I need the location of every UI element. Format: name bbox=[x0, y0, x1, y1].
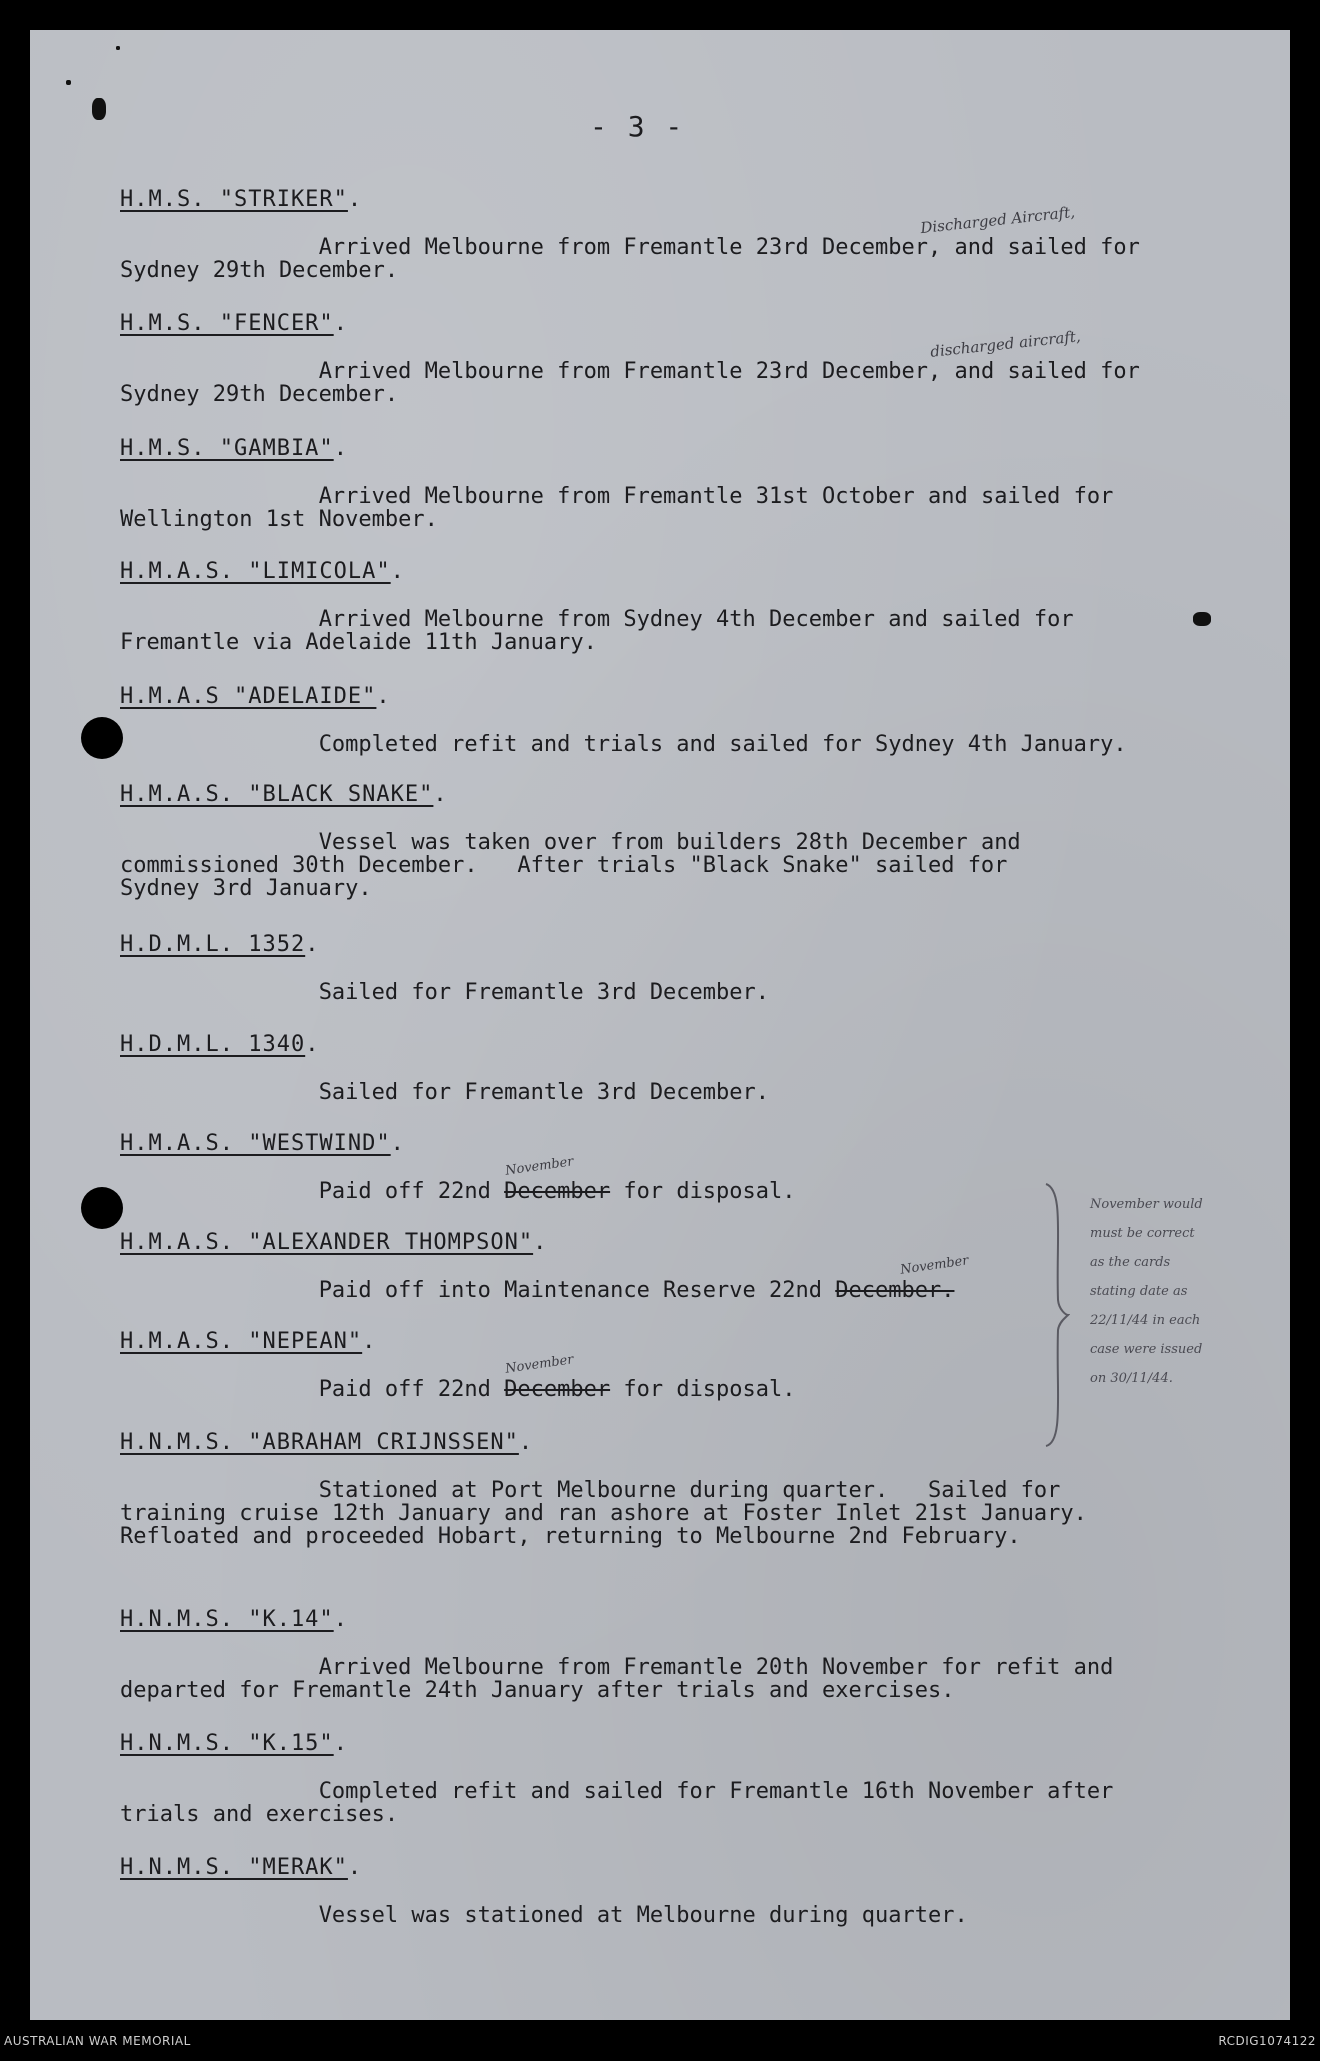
entry-body: Arrived Melbourne from Fremantle 23rd December, and sailed for Sydney 29th December. bbox=[120, 235, 1140, 283]
punch-hole bbox=[81, 717, 123, 759]
handwritten-annotation: November bbox=[899, 1253, 970, 1278]
entry-abraham-crijnssen: H.N.M.S. "ABRAHAM CRIJNSSEN". Stationed at Port Melbourne during quarter. Sailed for training cruise 12th January and ran ashore at Foster Inlet 21st January. Refloated and proceeded Hobart, returning to Melbourne 2nd February. bbox=[120, 1430, 1280, 1548]
entry-body: Sailed for Fremantle 3rd December. bbox=[318, 1080, 770, 1105]
ship-title: H.M.S. "GAMBIA" bbox=[120, 436, 334, 461]
entry-limicola: H.M.A.S. "LIMICOLA". Arrived Melbourne from Sydney 4th December and sailed for Fremantle via Adelaide 11th January. bbox=[120, 559, 1280, 654]
entry-body: Paid off 22nd December for disposal. bbox=[318, 1377, 796, 1402]
typed-page bbox=[30, 30, 1290, 2020]
entry-fencer: H.M.S. "FENCER". Arrived Melbourne from Fremantle 23rd December, and sailed for Sydney 29th December. discharged aircraft, bbox=[120, 311, 1280, 406]
ship-title: H.N.M.S. "ABRAHAM CRIJNSSEN" bbox=[120, 1430, 519, 1455]
entry-nepean: H.M.A.S. "NEPEAN". Paid off 22nd December for disposal. November bbox=[120, 1329, 1280, 1401]
footer-right: RCDIG1074122 bbox=[1218, 2034, 1316, 2048]
entry-body: Sailed for Fremantle 3rd December. bbox=[318, 980, 770, 1005]
ship-title: H.M.A.S "ADELAIDE" bbox=[120, 684, 377, 709]
ink-speck bbox=[116, 46, 120, 50]
entry-gambia: H.M.S. "GAMBIA". Arrived Melbourne from Fremantle 31st October and sailed for Wellington 1st November. bbox=[120, 436, 1280, 531]
ship-title: H.M.A.S. "BLACK SNAKE" bbox=[120, 782, 434, 807]
entry-hdml-1352: H.D.M.L. 1352. Sailed for Fremantle 3rd December. bbox=[120, 932, 1280, 1004]
entry-body: Arrived Melbourne from Fremantle 23rd December, and sailed for Sydney 29th December. bbox=[120, 359, 1140, 407]
entry-body: Stationed at Port Melbourne during quarter. Sailed for training cruise 12th January and ran ashore at Foster Inlet 21st January. Refloated and proceeded Hobart, returning to Melbourne 2nd February. bbox=[120, 1478, 1087, 1549]
margin-note: November would must be correct as the cards stating date as 22/11/44 in each case were issued on 30/11/44. bbox=[1090, 1197, 1203, 1386]
struck-text: December bbox=[504, 1377, 611, 1402]
ship-title: H.N.M.S. "K.15" bbox=[120, 1731, 334, 1756]
entry-body: Paid off 22nd December for disposal. bbox=[318, 1179, 796, 1204]
ink-speck bbox=[66, 80, 71, 85]
entry-merak: H.N.M.S. "MERAK". Vessel was stationed at Melbourne during quarter. bbox=[120, 1855, 1280, 1927]
entry-body: Arrived Melbourne from Sydney 4th December and sailed for Fremantle via Adelaide 11th January. bbox=[120, 607, 1074, 655]
ship-title: H.M.A.S. "ALEXANDER THOMPSON" bbox=[120, 1230, 534, 1255]
ship-title: H.N.M.S. "MERAK" bbox=[120, 1855, 348, 1880]
entry-body: Arrived Melbourne from Fremantle 20th November for refit and departed for Fremantle 24th January after trials and exercises. bbox=[120, 1655, 1114, 1703]
ship-title: H.M.S. "STRIKER" bbox=[120, 187, 348, 212]
entry-body: Completed refit and sailed for Fremantle 16th November after trials and exercises. bbox=[120, 1779, 1114, 1827]
punch-hole bbox=[81, 1187, 123, 1229]
entry-alexander-thompson: H.M.A.S. "ALEXANDER THOMPSON". Paid off into Maintenance Reserve 22nd December. November bbox=[120, 1230, 1280, 1302]
footer-left: AUSTRALIAN WAR MEMORIAL bbox=[4, 2034, 191, 2048]
entry-adelaide: H.M.A.S "ADELAIDE". Completed refit and trials and sailed for Sydney 4th January. bbox=[120, 684, 1280, 756]
entry-westwind: H.M.A.S. "WESTWIND". Paid off 22nd December for disposal. November bbox=[120, 1131, 1280, 1203]
ship-title: H.M.A.S. "NEPEAN" bbox=[120, 1329, 363, 1354]
handwritten-annotation: November bbox=[504, 1154, 575, 1179]
ship-title: H.N.M.S. "K.14" bbox=[120, 1607, 334, 1632]
entry-black-snake: H.M.A.S. "BLACK SNAKE". Vessel was taken over from builders 28th December and commissioned 30th December. After trials "Black Snake" sailed for Sydney 3rd January. bbox=[120, 782, 1280, 900]
margin-bracket bbox=[1042, 1180, 1070, 1450]
page-number: - 3 - bbox=[590, 110, 685, 143]
entry-body: Paid off into Maintenance Reserve 22nd December. bbox=[318, 1278, 955, 1303]
entry-striker: H.M.S. "STRIKER". Arrived Melbourne from Fremantle 23rd December, and sailed for Sydney 29th December. Discharged Aircraft, bbox=[120, 187, 1280, 282]
entry-hdml-1340: H.D.M.L. 1340. Sailed for Fremantle 3rd December. bbox=[120, 1032, 1280, 1104]
ship-title: H.M.A.S. "WESTWIND" bbox=[120, 1131, 391, 1156]
ship-title: H.M.S. "FENCER" bbox=[120, 311, 334, 336]
entry-body: Vessel was stationed at Melbourne during quarter. bbox=[318, 1903, 968, 1928]
ship-title: H.M.A.S. "LIMICOLA" bbox=[120, 559, 391, 584]
entry-k15: H.N.M.S. "K.15". Completed refit and sailed for Fremantle 16th November after trials and exercises. bbox=[120, 1731, 1280, 1826]
ship-title: H.D.M.L. 1340 bbox=[120, 1032, 306, 1057]
ship-title: H.D.M.L. 1352 bbox=[120, 932, 306, 957]
handwritten-annotation: discharged aircraft, bbox=[929, 327, 1082, 361]
struck-text: December. bbox=[835, 1278, 955, 1303]
entry-body: Completed refit and trials and sailed for Sydney 4th January. bbox=[318, 732, 1127, 757]
entry-body: Vessel was taken over from builders 28th December and commissioned 30th December. After trials "Black Snake" sailed for Sydney 3rd January. bbox=[120, 830, 1021, 901]
handwritten-annotation: November bbox=[504, 1352, 575, 1377]
entry-body: Arrived Melbourne from Fremantle 31st October and sailed for Wellington 1st November. bbox=[120, 484, 1114, 532]
handwritten-annotation: Discharged Aircraft, bbox=[919, 202, 1076, 238]
entry-k14: H.N.M.S. "K.14". Arrived Melbourne from Fremantle 20th November for refit and departed for Fremantle 24th January after trials and exercises. bbox=[120, 1607, 1280, 1702]
struck-text: December bbox=[504, 1179, 611, 1204]
ink-speck bbox=[92, 98, 106, 120]
